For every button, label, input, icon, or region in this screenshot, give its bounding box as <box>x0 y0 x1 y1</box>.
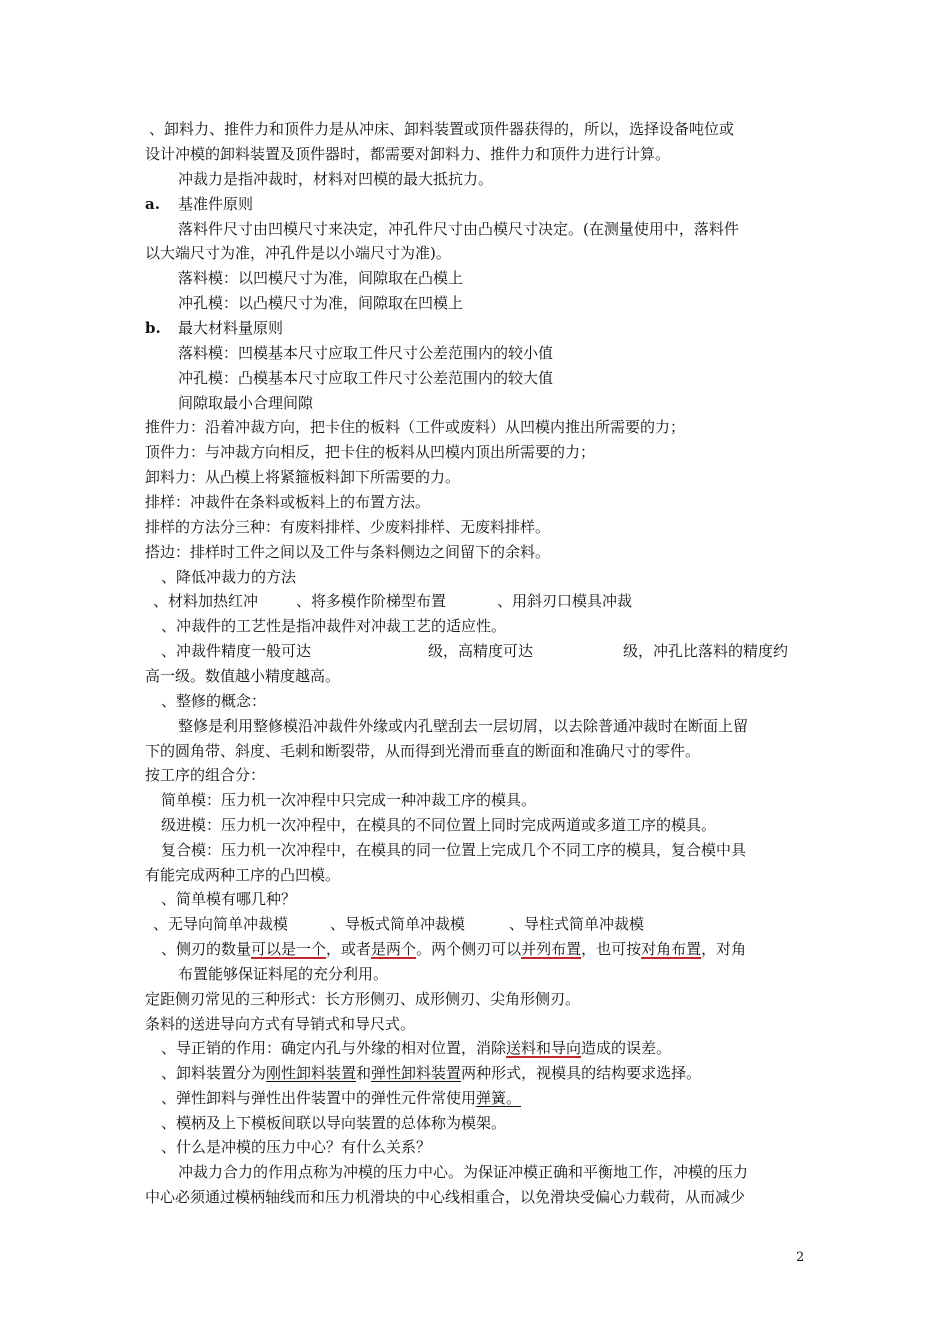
underlined-term: 是两个 <box>371 940 417 958</box>
text-line: 高一级。数值越小精度越高。 <box>145 667 341 685</box>
text-fragment: 、导板式简单冲裁模 <box>330 915 466 933</box>
underlined-term: 送料和导向 <box>506 1039 582 1057</box>
text-line: 冲孔模：以凸模尺寸为准，间隙取在凹模上 <box>178 294 464 312</box>
text-line: 推件力：沿着冲裁方向，把卡住的板料（工件或废料）从凹模内推出所需要的力； <box>145 418 686 436</box>
text-line: 排样：冲裁件在条料或板料上的布置方法。 <box>145 493 431 511</box>
text-fragment: 、材料加热红冲 <box>153 592 259 610</box>
text-line: 、简单模有哪几种？ <box>161 890 297 908</box>
text-line: 设计冲模的卸料装置及顶件器时，都需要对卸料力、推件力和顶件力进行计算。 <box>145 145 671 163</box>
text-fragment: 、将多模作阶梯型布置 <box>296 592 447 610</box>
text-line: 布置能够保证料尾的充分利用。 <box>178 965 389 983</box>
text-line: 、冲裁件的工艺性是指冲裁件对冲裁工艺的适应性。 <box>161 617 507 635</box>
text-line: 、模柄及上下模板间联以导向装置的总体称为模架。 <box>161 1114 507 1132</box>
text-line: 顶件力：与冲裁方向相反，把卡住的板料从凹模内顶出所需要的力； <box>145 443 596 461</box>
text-fragment: 级，高精度可达 <box>428 642 534 660</box>
text-line: 落料模：凹模基本尺寸应取工件尺寸公差范围内的较小值 <box>178 344 554 362</box>
underlined-term: 可以是一个 <box>251 940 327 958</box>
text-line: 、降低冲裁力的方法 <box>161 568 297 586</box>
text-line: 定距侧刃常见的三种形式：长方形侧刃、成形侧刃、尖角形侧刃。 <box>145 990 581 1008</box>
text-line-underlined <box>161 1063 701 1083</box>
text-fragment: 两种形式，视模具的结构要求选择。 <box>461 1064 702 1082</box>
text-fragment: ，也可按 <box>581 940 642 958</box>
text-fragment: 、导柱式简单冲裁模 <box>509 915 645 933</box>
text-line: 间隙取最小合理间隙 <box>178 394 314 412</box>
text-line: 按工序的组合分： <box>145 766 266 784</box>
text-fragment: 。两个侧刃可以 <box>416 940 522 958</box>
text-line-underlined <box>161 1038 671 1058</box>
underlined-term: 刚性卸料装置 <box>266 1064 357 1082</box>
text-line: 搭边：排样时工件之间以及工件与条料侧边之间留下的余料。 <box>145 543 551 561</box>
text-line: 中心必须通过模柄轴线而和压力机滑块的中心线相重合，以免滑块受偏心力载荷，从而减少 <box>145 1188 746 1206</box>
text-fragment: 、无导向简单冲裁模 <box>153 915 289 933</box>
page-number: 2 <box>796 1250 805 1265</box>
text-fragment: ，对角 <box>701 940 747 958</box>
text-line: 冲孔模：凸模基本尺寸应取工件尺寸公差范围内的较大值 <box>178 369 554 387</box>
text-line: 、整修的概念： <box>161 692 267 710</box>
text-line: 、什么是冲模的压力中心？有什么关系？ <box>161 1138 432 1156</box>
text-line: 卸料力：从凸模上将紧箍板料卸下所需要的力。 <box>145 468 461 486</box>
text-fragment: 、侧刃的数量 <box>161 940 252 958</box>
text-line-underlined <box>161 1088 521 1108</box>
text-fragment: 级，冲孔比落料的精度约 <box>623 642 789 660</box>
text-line: 简单模：压力机一次冲程中只完成一种冲裁工序的模具。 <box>161 791 537 809</box>
underlined-term: 对角布置 <box>641 940 702 958</box>
text-line: 下的圆角带、斜度、毛刺和断裂带，从而得到光滑而垂直的断面和准确尺寸的零件。 <box>145 742 701 760</box>
text-line-underlined <box>161 939 746 959</box>
text-fragment: 、卸料装置分为 <box>161 1064 267 1082</box>
text-fragment: 造成的误差。 <box>581 1039 672 1057</box>
text-fragment: 、用斜刃口模具冲裁 <box>497 592 633 610</box>
text-line: 冲裁力合力的作用点称为冲模的压力中心。为保证冲模正确和平衡地工作，冲模的压力 <box>178 1163 749 1181</box>
text-line: 条料的送进导向方式有导销式和导尺式。 <box>145 1015 416 1033</box>
text-line: 级进模：压力机一次冲程中，在模具的不同位置上同时完成两道或多道工序的模具。 <box>161 816 717 834</box>
text-fragment: 、冲裁件精度一般可达 <box>161 642 312 660</box>
text-line: 落料件尺寸由凹模尺寸来决定，冲孔件尺寸由凸模尺寸决定。(在测量使用中，落料件 <box>178 220 739 238</box>
text-line: 整修是利用整修模沿冲裁件外缘或内孔壁刮去一层切屑，以去除普通冲裁时在断面上留 <box>178 717 749 735</box>
underlined-term: 弹性卸料装置 <box>371 1064 462 1082</box>
section-label-a: a. <box>145 195 160 213</box>
text-line: 复合模：压力机一次冲程中，在模具的同一位置上完成几个不同工序的模具，复合模中具 <box>161 841 747 859</box>
text-fragment: 和 <box>356 1064 372 1082</box>
text-fragment: ，或者 <box>326 940 372 958</box>
text-line: 排样的方法分三种：有废料排样、少废料排样、无废料排样。 <box>145 518 551 536</box>
text-line: 、卸料力、推件力和顶件力是从冲床、卸料装置或顶件器获得的，所以，选择设备吨位或 <box>149 120 735 138</box>
section-heading: 最大材料量原则 <box>178 319 284 337</box>
section-heading: 基准件原则 <box>178 195 254 213</box>
text-line: 落料模：以凹模尺寸为准，间隙取在凸模上 <box>178 269 464 287</box>
text-fragment: 、弹性卸料与弹性出件装置中的弹性元件常使用 <box>161 1089 477 1107</box>
section-label-b: b. <box>145 319 161 337</box>
underlined-term: 弹簧。 <box>476 1089 522 1107</box>
text-line: 以大端尺寸为准，冲孔件是以小端尺寸为准)。 <box>145 244 451 262</box>
underlined-term: 并列布置 <box>521 940 582 958</box>
text-line: 有能完成两种工序的凸凹模。 <box>145 866 341 884</box>
text-fragment: 、导正销的作用：确定内孔与外缘的相对位置，消除 <box>161 1039 507 1057</box>
text-line: 冲裁力是指冲裁时，材料对凹模的最大抵抗力。 <box>178 170 494 188</box>
